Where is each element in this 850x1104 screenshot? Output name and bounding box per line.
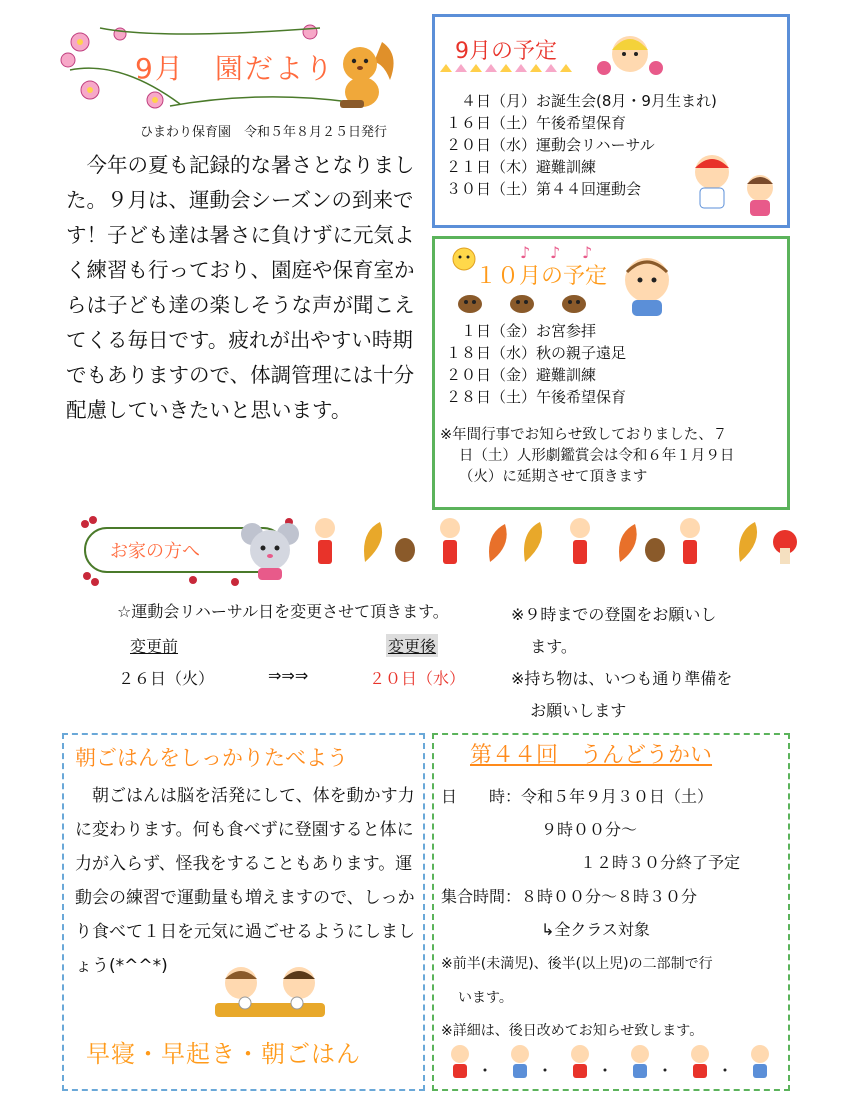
svg-text:♪: ♪ — [520, 243, 531, 262]
request-line: ※持ち物は、いつも通り準備を — [511, 669, 733, 688]
note-line: ※年間行事でお知らせ致しておりました、７ — [440, 427, 728, 443]
list-item: ４日（月）お誕生会(8月・9月生まれ) — [461, 92, 717, 110]
breakfast-slogan: 早寝・早起き・朝ごはん — [86, 1040, 361, 1068]
mouse-icon — [238, 520, 302, 582]
before-change-label: 変更前 — [130, 637, 179, 656]
baby-icon — [612, 250, 682, 318]
september-schedule-title: 9月の予定 — [455, 39, 557, 64]
sports-day-start-time: ９時００分～ — [541, 820, 638, 839]
list-item: １８日（水）秋の親子遠足 — [446, 344, 627, 362]
rehearsal-change-notice: ☆運動会リハーサル日を変更させて頂きます。 — [117, 602, 449, 621]
insect-friends-decoration — [452, 286, 602, 318]
october-event-list — [446, 320, 626, 408]
intro-text: 今年の夏も記録的な暑さとなりました。９月は、運動会シーズンの到来です！子ども達は暑さに負けずに元気よく練習も行っており、園庭や保育室からは子ども達の楽しそうな声が聞こえてくる毎日です。疲れが出やすい時期でもありますので、体調管理には十分配慮していきたいと思います。 — [66, 153, 415, 422]
sports-day-title: 第４４回 うんどうかい — [470, 743, 713, 768]
svg-text:♪: ♪ — [550, 243, 561, 262]
note-line: （火）に延期させて頂きます — [458, 469, 648, 485]
cheering-child-icon — [596, 24, 664, 82]
list-item: ２１日（木）避難訓練 — [446, 158, 597, 176]
breakfast-text: 朝ごはんは脳を活発にして、体を動かす力に変わります。何も食べずに登園すると体に力が入らず、怪我をすることもあります。運動会の練習で運動量も増えますので、しっかり食べて１日を元気に過ごせるようにしましょう(*^^*) — [75, 786, 415, 976]
request-line: ます。 — [530, 637, 577, 656]
change-arrows: ⇒⇒⇒ — [268, 666, 309, 685]
sports-day-end-time: １２時３０分終了予定 — [580, 853, 741, 872]
list-item: ３０日（土）第４４回運動会 — [446, 180, 642, 198]
list-item: ２８日（土）午後希望保育 — [446, 388, 627, 406]
september-event-list — [446, 90, 717, 200]
kids-eating-icon — [205, 963, 335, 1023]
squirrel-icon — [330, 34, 400, 110]
october-postponement-note — [440, 425, 782, 488]
gathering-target: ↳全クラス対象 — [541, 920, 650, 939]
breakfast-title: 朝ごはんをしっかりたべよう — [75, 746, 348, 770]
list-item: １日（金）お宮参拝 — [461, 322, 597, 340]
newsletter-title: 9月 園だより — [135, 52, 335, 85]
family-requests — [511, 599, 801, 727]
sports-day-date: 日 時：令和５年９月３０日（土） — [441, 787, 714, 806]
after-date: ２０日（水） — [369, 669, 466, 688]
note-line: 日（土）人形劇鑑賞会は令和６年１月９日 — [458, 448, 735, 464]
family-section-title: お家の方へ — [110, 541, 200, 562]
breakfast-paragraph — [75, 779, 415, 983]
intro-paragraph — [66, 148, 421, 428]
request-line: ※９時までの登園をお願いし — [511, 605, 717, 624]
sports-day-note: います。 — [458, 990, 513, 1006]
running-children-icon — [680, 148, 784, 220]
after-change-label: 変更後 — [386, 634, 438, 657]
list-item: ２０日（水）運動会リハーサル — [446, 136, 655, 154]
sports-day-note: ※前半(未満児)、後半(以上児)の二部制で行 — [441, 956, 713, 972]
athletic-kids-row — [440, 1040, 785, 1080]
autumn-kids-leaves-row — [310, 512, 810, 572]
list-item: １６日（土）午後希望保育 — [446, 114, 627, 132]
svg-text:♪: ♪ — [582, 243, 593, 262]
gathering-time: 集合時間：８時００分～８時３０分 — [441, 887, 698, 906]
publisher-line: ひまわり保育園 令和５年８月２５日発行 — [140, 125, 388, 140]
october-schedule-title: １０月の予定 — [475, 264, 608, 289]
request-line: お願いします — [530, 701, 627, 720]
list-item: ２０日（金）避難訓練 — [446, 366, 597, 384]
sports-day-note: ※詳細は、後日改めてお知らせ致します。 — [441, 1023, 704, 1039]
before-date: ２６日（火） — [118, 669, 215, 688]
